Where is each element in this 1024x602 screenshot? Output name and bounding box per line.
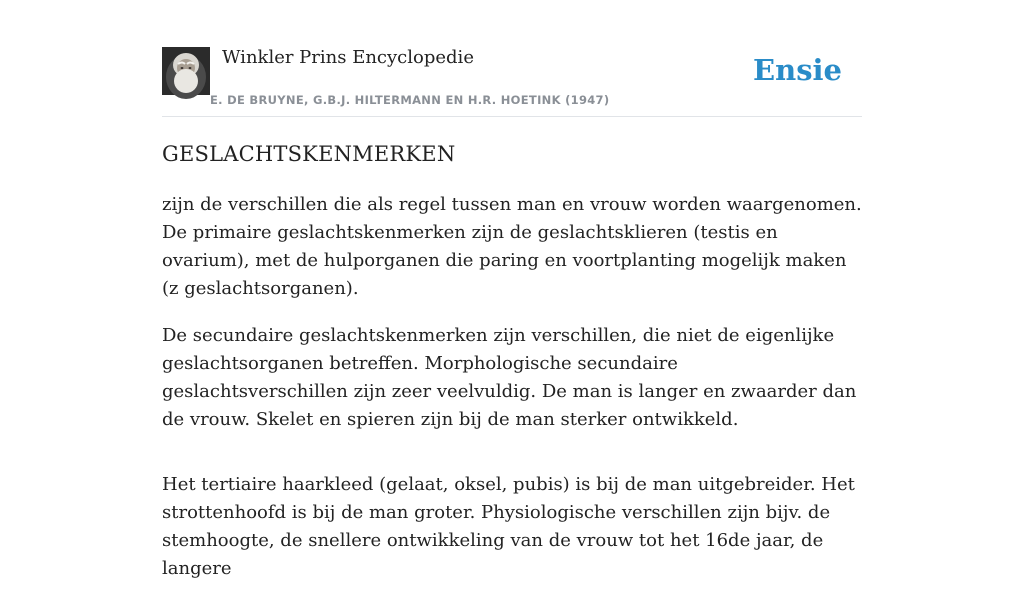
paragraph-2: De secundaire geslachtskenmerken zijn verschillen, die niet de eigenlijke geslachtsorganen betreffen. Morphologische secundaire geslachtsverschillen zijn zeer veelvuldig. De man is langer en zwaarder dan de vrouw. Skelet en spieren zijn bij de man sterker ontwikkeld. — [162, 325, 857, 430]
paragraph-3: Het tertiaire haarkleed (gelaat, oksel, pubis) is bij de man uitgebreider. Het strottenhoofd is bij de man groter. Physiologische verschillen zijn bijv. de stemhoogte, de snellere ontwikkeling van de vrouw tot het 16de jaar, de langere — [162, 474, 855, 579]
article-body — [162, 136, 862, 602]
paragraph-1: zijn de verschillen die als regel tussen man en vrouw worden waargenomen. De primaire geslachtskenmerken zijn de geslachtsklieren (testis en ovarium), met de hulporganen die paring en voortplanting mogelijk maken (z geslachtsorganen). — [162, 194, 862, 299]
brand-logo[interactable]: Ensie — [753, 53, 842, 87]
author-portrait-icon — [162, 47, 210, 95]
author-avatar — [162, 47, 210, 95]
authors-line: E. DE BRUYNE, G.B.J. HILTERMANN EN H.R. HOETINK (1947) — [210, 93, 610, 107]
article-title: GESLACHTSKENMERKEN — [162, 142, 456, 166]
site-title[interactable]: Winkler Prins Encyclopedie — [222, 47, 474, 68]
header — [162, 46, 862, 117]
